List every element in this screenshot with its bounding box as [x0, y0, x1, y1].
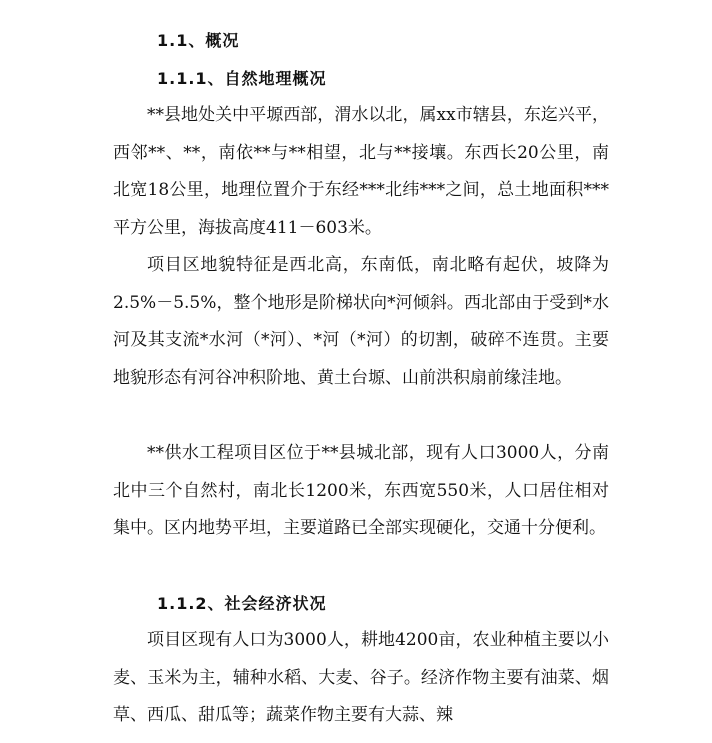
section-heading-overview: 1.1、概况	[157, 31, 240, 50]
section-heading-natural-geography: 1.1.1、自然地理概况	[157, 69, 327, 88]
paragraph-project-area: **供水工程项目区位于**县城北部，现有人口3000人，分南北中三个自然村，南北长1200米，东西宽550米，人口居住相对集中。区内地势平坦，主要道路已全部实现硬化，交通十分便利。	[113, 443, 609, 538]
section-heading-socioeconomic: 1.1.2、社会经济状况	[157, 594, 327, 613]
paragraph-location: **县地处关中平塬西部，渭水以北，属xx市辖县，东迄兴平，西邻**、**，南依**与**相望，北与**接壤。东西长20公里，南北宽18公里，地理位置介于东经***北纬***之间，总土地面积***平方公里，海拔高度411－603米。	[113, 105, 609, 238]
paragraph-population-agriculture: 项目区现有人口为3000人，耕地4200亩，农业种植主要以小麦、玉米为主，辅种水稻、大麦、谷子。经济作物主要有油菜、烟草、西瓜、甜瓜等；蔬菜作物主要有大蒜、辣	[113, 630, 609, 725]
paragraph-landform: 项目区地貌特征是西北高，东南低，南北略有起伏，坡降为2.5%－5.5%，整个地形是阶梯状向*河倾斜。西北部由于受到*水河及其支流*水河（*河）、*河（*河）的切割，破碎不连贯。主要地貌形态有河谷冲积阶地、黄土台塬、山前洪积扇前缘洼地。	[113, 255, 609, 388]
